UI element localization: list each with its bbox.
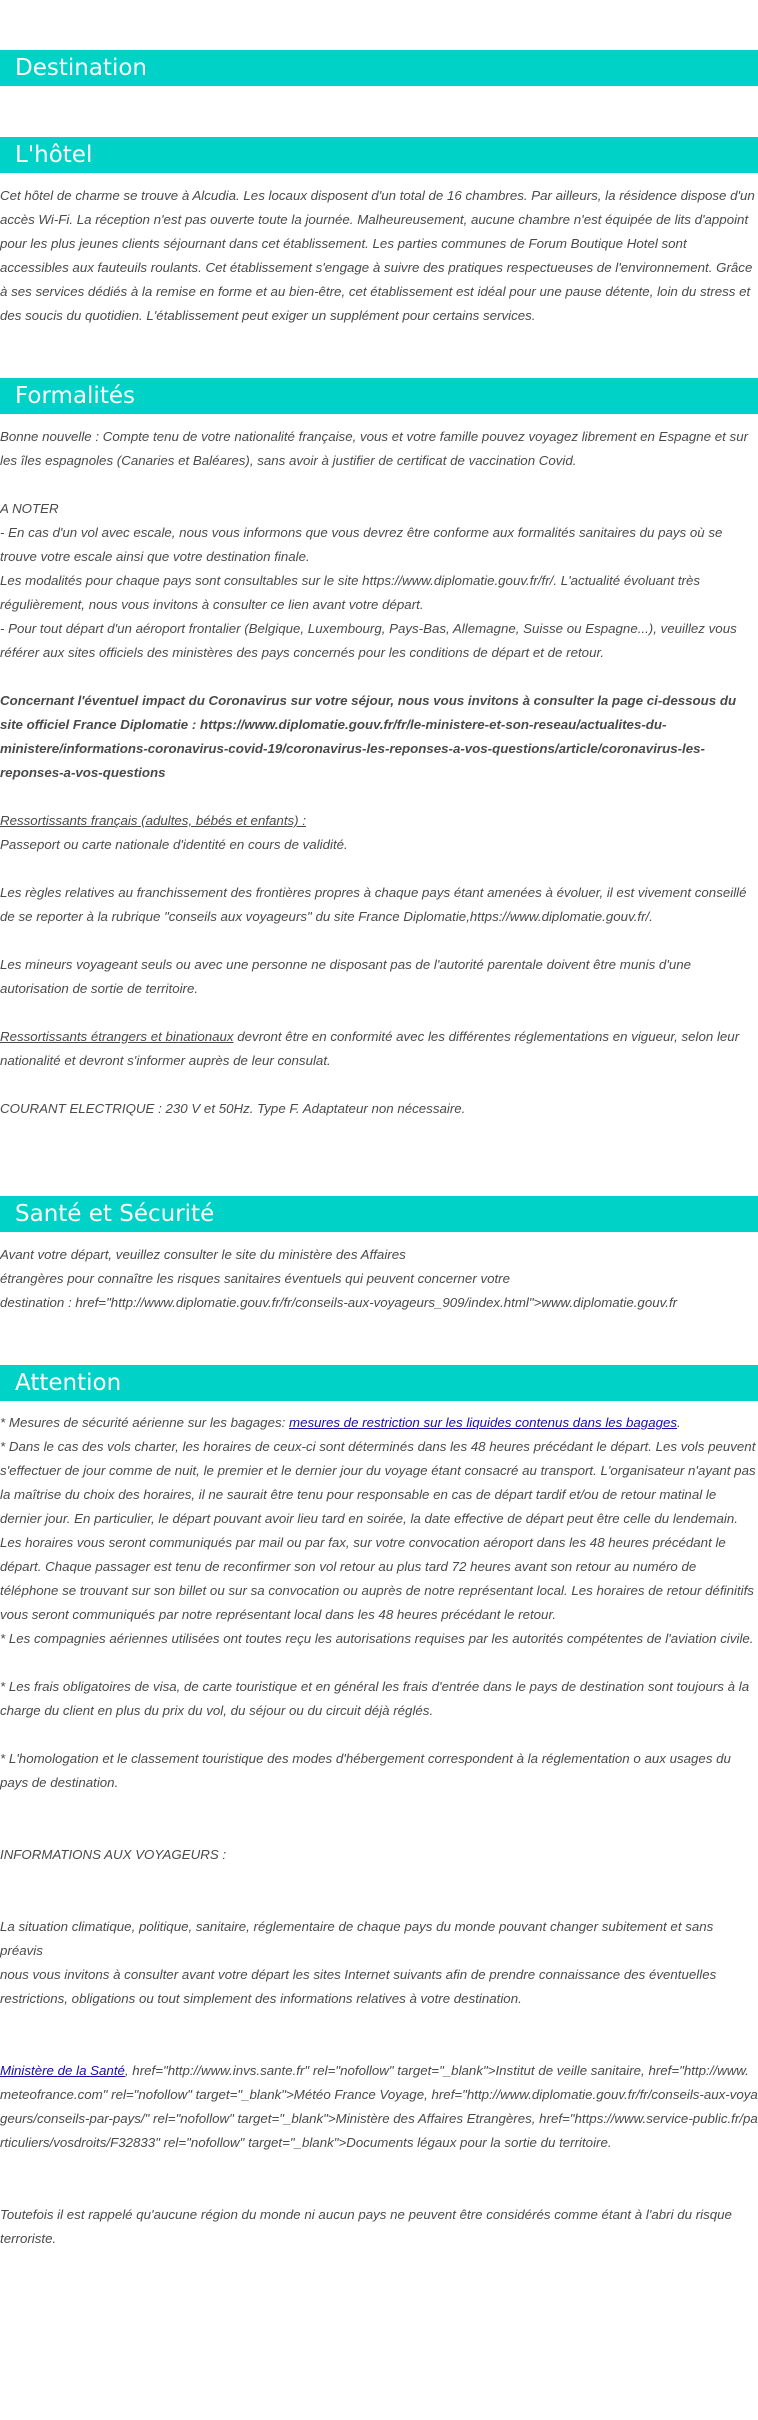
covid-notice: Concernant l'éventuel impact du Coronavirus sur votre séjour, nous vous invitons à consulter la page ci-dessous du site officiel France Diplomatie : https://www.diplomatie.gouv.fr/fr/le-ministere-et-son-reseau/actualites-du-ministere/informations-coronavirus-covid-19/coronavirus-les-reponses-a-vos-questions/article/coronavirus-les-reponses-a-vos-questions [0,693,737,780]
terror-risk-text: Toutefois il est rappelé qu'aucune région du monde ni aucun pays ne peuvent être considérés comme étant à l'abri du risque terroriste. [0,2207,732,2246]
french-nationals-label: Ressortissants français (adultes, bébés et enfants) : [0,813,306,828]
hotel-description [0,184,758,328]
attention-heading: Attention [0,1365,758,1401]
foreign-nationals-text [0,1025,758,1073]
note-modalites: Les modalités pour chaque pays sont consultables sur le site https://www.diplomatie.gouv.fr/fr/. L'actualité évoluant très régulièrement, nous vous invitons à consulter ce lien avant votre départ. [0,573,701,612]
homologation-text: * L'homologation et le classement touristique des modes d'hébergement correspondent à la réglementation o aux usages du pays de destination. [0,1751,731,1790]
climate-text-1: La situation climatique, politique, sanitaire, réglementaire de chaque pays du monde pouvant changer subitement et sans préavis [0,1919,714,1958]
sante-line-1: Avant votre départ, veuillez consulter le site du ministère des Affaires [0,1247,406,1262]
borders-text: Les règles relatives au franchissement des frontières propres à chaque pays étant amenées à évoluer, il est vivement conseillé de se reporter à la rubrique "conseils aux voyageurs" du site France Diplomatie,https://www.diplomatie.gouv.fr/. [0,885,747,924]
ministere-sante-link[interactable]: Ministère de la Santé [0,2063,125,2078]
useful-links [0,2059,758,2155]
power-info: COURANT ELECTRIQUE : 230 V et 50Hz. Type F. Adaptateur non nécessaire. [0,1101,466,1116]
foreign-nationals-body: devront être en conformité avec les différentes réglementations en vigueur, selon leur nationalité et devront s'informer auprès de leur consulat. [0,1029,740,1068]
security-measures [0,1411,758,1435]
sante-heading: Santé et Sécurité [0,1196,758,1232]
formalites-content [0,425,758,1121]
french-nationals-text: Passeport ou carte nationale d'identité en cours de validité. [0,837,348,852]
airlines-text: * Les compagnies aériennes utilisées ont toutes reçu les autorisations requises par les autorités compétentes de l'aviation civile. [0,1631,754,1646]
sante-content [0,1243,758,1315]
security-suffix: . [677,1415,681,1430]
sante-line-3: destination : href="http://www.diplomatie.gouv.fr/fr/conseils-aux-voyageurs_909/index.html">www.diplomatie.gouv.fr [0,1295,678,1310]
note-escale: - En cas d'un vol avec escale, nous vous informons que vous devrez être conforme aux formalités sanitaires du pays où se trouve votre escale ainsi que votre destination finale. [0,525,723,564]
liquids-restriction-link[interactable]: mesures de restriction sur les liquides contenus dans les bagages [289,1415,678,1430]
useful-links-text: , href="http://www.invs.sante.fr" rel="nofollow" target="_blank">Institut de veille sanitaire, href="http://www.meteofrance.com" rel="nofollow" target="_blank">Météo France Voyage, href="http://www.diplomatie.gouv.fr/fr/conseils-aux-voyageurs/conseils-par-pays/" rel="nofollow" target="_blank">Ministère des Affaires Etrangères, href="https://www.service-public.fr/particuliers/vosdroits/F32833" rel="nofollow" target="_blank">Documents légaux pour la sortie du territoire. [0,2063,758,2150]
formalites-intro: Bonne nouvelle : Compte tenu de votre nationalité française, vous et votre famille pouvez voyagez librement en Espagne et sur les îles espagnoles (Canaries et Baléares), sans avoir à justifier de certificat de vaccination Covid. [0,429,749,468]
note-label: A NOTER [0,501,59,516]
minors-text: Les mineurs voyageant seuls ou avec une personne ne disposant pas de l'autorité parentale doivent être munis d'une autorisation de sortie de territoire. [0,957,692,996]
fees-text: * Les frais obligatoires de visa, de carte touristique et en général les frais d'entrée dans le pays de destination sont toujours à la charge du client en plus du prix du vol, du séjour ou du circuit déjà réglés. [0,1679,750,1718]
hotel-text: Cet hôtel de charme se trouve à Alcudia. Les locaux disposent d'un total de 16 chambres. Par ailleurs, la résidence dispose d'un accès Wi-Fi. La réception n'est pas ouverte toute la journée. Malheureusement, aucune chambre n'est équipée de lits d'appoint pour les plus jeunes clients séjournant dans cet établissement. Les parties communes de Forum Boutique Hotel sont accessibles aux fauteuils roulants. Cet établissement s'engage à suivre des pratiques respectueuses de l'environnement. Grâce à ses services dédiés à la remise en forme et au bien-être, cet établissement est idéal pour une pause détente, loin du stress et des soucis du quotidien. L'établissement peut exiger un supplément pour certains services. [0,188,755,323]
info-voyageurs-label: INFORMATIONS AUX VOYAGEURS : [0,1847,227,1862]
security-prefix: * Mesures de sécurité aérienne sur les bagages: [0,1415,289,1430]
note-frontalier: - Pour tout départ d'un aéroport frontalier (Belgique, Luxembourg, Pays-Bas, Allemagne, Suisse ou Espagne...), veuillez vous référer aux sites officiels des ministères des pays concernés pour les conditions de départ et de retour. [0,621,737,660]
foreign-nationals-label: Ressortissants étrangers et binationaux [0,1029,234,1044]
formalites-heading: Formalités [0,378,758,414]
attention-content [0,1411,758,2251]
hotel-heading: L'hôtel [0,137,758,173]
charter-flights-text: * Dans le cas des vols charter, les horaires de ceux-ci sont déterminés dans les 48 heures précédant le départ. Les vols peuvent s'effectuer de jour comme de nuit, le premier et le dernier jour du voyage étant consacré au transport. L'organisateur n'ayant pas la maîtrise du choix des horaires, il ne saurait être tenu pour responsable en cas de départ tardif et/ou de retour matinal le dernier jour. En particulier, le départ pouvant avoir lieu tard en soirée, la date effective de départ peut être celle du lendemain. Les horaires vous seront communiqués par mail ou par fax, sur votre convocation aéroport dans les 48 heures précédant le départ. Chaque passager est tenu de reconfirmer son vol retour au plus tard 72 heures avant son retour au numéro de téléphone se trouvant sur son billet ou sur sa convocation ou auprès de notre représentant local. Les horaires de retour définitifs vous seront communiqués par notre représentant local dans les 48 heures précédant le retour. [0,1439,756,1622]
destination-heading: Destination [0,50,758,86]
climate-text-2: nous vous invitons à consulter avant votre départ les sites Internet suivants afin de prendre connaissance des éventuelles restrictions, obligations ou tout simplement des informations relatives à votre destination. [0,1967,717,2006]
sante-line-2: étrangères pour connaître les risques sanitaires éventuels qui peuvent concerner votre [0,1271,511,1286]
